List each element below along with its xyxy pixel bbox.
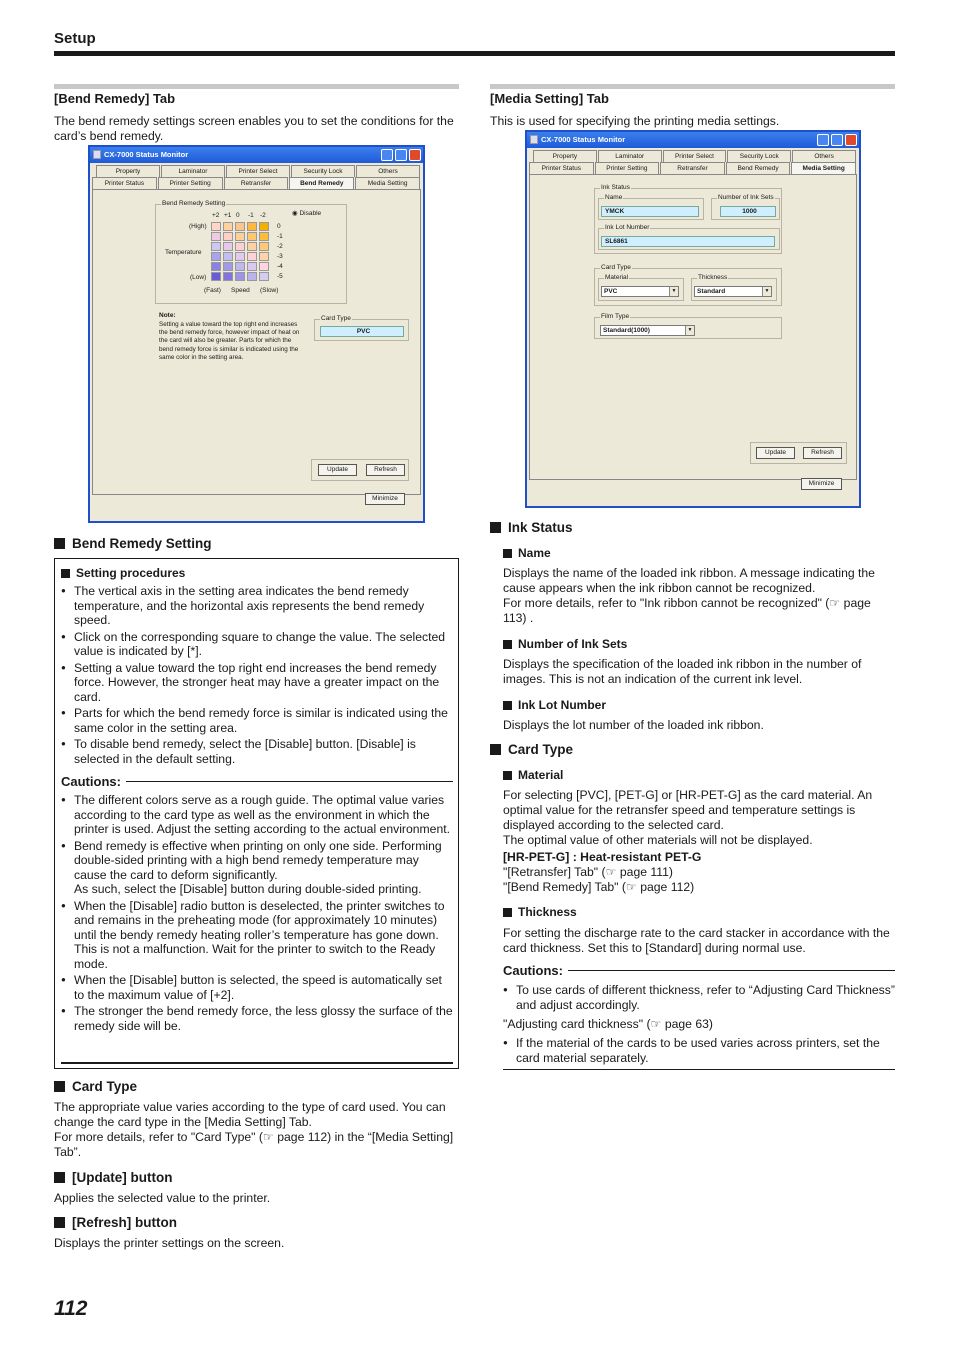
cautions-list bbox=[61, 793, 453, 1035]
material-heading bbox=[503, 768, 563, 782]
bend-remedy-window bbox=[88, 145, 425, 523]
bend-grid-cell[interactable] bbox=[259, 242, 269, 251]
heading-text: Ink Lot Number bbox=[518, 698, 607, 712]
card-type-text: The appropriate value varies according to the type of card used. You can change the card type in the [Media Setting] Tab. For more details, refer to "Card Type" (☞ page 112) in the “[Media Setting] Tab”. bbox=[54, 1100, 454, 1159]
cautions-rule bbox=[568, 970, 895, 971]
tabs-row-2 bbox=[527, 162, 859, 174]
card-type-label: Card Type bbox=[601, 264, 631, 271]
film-type-group bbox=[594, 313, 782, 339]
heading-text: Setting procedures bbox=[76, 566, 186, 580]
header-rule bbox=[54, 51, 895, 56]
window-titlebar bbox=[527, 132, 859, 148]
bend-grid-cell[interactable] bbox=[211, 262, 221, 271]
bend-grid-cell[interactable] bbox=[211, 232, 221, 241]
material-select[interactable] bbox=[601, 286, 679, 297]
tab-bend-remedy[interactable]: Bend Remedy bbox=[726, 162, 791, 174]
tab-security-lock[interactable]: Security Lock bbox=[291, 165, 355, 177]
cautions-heading bbox=[503, 963, 895, 978]
material-label: Material bbox=[605, 274, 629, 281]
bend-grid-cell[interactable] bbox=[247, 232, 257, 241]
update-heading bbox=[54, 1170, 172, 1185]
lot-text: Displays the lot number of the loaded ink ribbon. bbox=[503, 718, 764, 732]
square-bullet-icon bbox=[503, 701, 512, 710]
heading-text: Card Type bbox=[72, 1079, 138, 1094]
speed-value-label: -2 bbox=[260, 212, 266, 219]
low-label: (Low) bbox=[190, 274, 207, 281]
note-text: Setting a value toward the top right end increases the bend remedy force, however impact of heat on the card will also be greater. Parts for which the bend remedy force is similar is indicated using the same color in the setting area. bbox=[159, 321, 300, 361]
speed-value-label: 0 bbox=[236, 212, 240, 219]
heading-text: Name bbox=[518, 546, 551, 560]
square-bullet-icon bbox=[61, 569, 70, 578]
heading-text: Number of Ink Sets bbox=[518, 637, 628, 651]
app-icon bbox=[93, 150, 101, 159]
page-header: Setup bbox=[54, 30, 96, 47]
bend-grid-cell[interactable] bbox=[247, 242, 257, 251]
hr-pet-g-text: [HR-PET-G] : Heat-resistant PET-G bbox=[503, 850, 702, 864]
caution-item: ● To use cards of different thickness, refer to “Adjusting Card Thickness” and adjust accordingly. bbox=[503, 983, 895, 1012]
heading-text: [Refresh] button bbox=[72, 1215, 177, 1230]
update-button[interactable]: Update bbox=[318, 464, 357, 476]
cautions-end-rule bbox=[61, 1062, 453, 1064]
tabs-row-1 bbox=[90, 165, 423, 177]
list-item: ● Parts for which the bend remedy force is similar is indicated using the same color in the setting area. bbox=[61, 706, 453, 735]
thickness-label: Thickness bbox=[698, 274, 728, 281]
tab-panel bbox=[529, 174, 857, 480]
media-setting-intro: This is used for specifying the printing media settings. bbox=[490, 114, 780, 128]
temperature-value-label: 0 bbox=[277, 223, 281, 230]
list-item: ● The vertical axis in the setting area indicates the bend remedy temperature, and the horizontal axis represents the bend remedy speed. bbox=[61, 584, 453, 628]
bend-grid-cell[interactable] bbox=[235, 242, 245, 251]
retransfer-ref: "[Retransfer] Tab" (☞ page 111) bbox=[503, 865, 673, 879]
bend-grid-cell[interactable] bbox=[223, 262, 233, 271]
heading-text: Material bbox=[518, 768, 564, 782]
bend-grid-cell[interactable] bbox=[223, 252, 233, 261]
bend-grid-cell[interactable] bbox=[259, 272, 269, 281]
cautions-list-2 bbox=[503, 1036, 895, 1067]
minimize-button[interactable]: Minimize bbox=[801, 478, 842, 490]
temperature-value-label: -3 bbox=[277, 253, 283, 260]
square-bullet-icon bbox=[490, 522, 501, 533]
name-group bbox=[598, 194, 704, 220]
film-type-label: Film Type bbox=[601, 313, 630, 320]
bend-grid-cell[interactable] bbox=[259, 252, 269, 261]
page-number: 112 bbox=[54, 1297, 88, 1320]
temperature-value-label: -5 bbox=[277, 273, 283, 280]
material-value: PVC bbox=[604, 288, 618, 295]
procedures-box bbox=[54, 558, 459, 1069]
bend-grid-cell[interactable] bbox=[247, 272, 257, 281]
minimize-button[interactable]: Minimize bbox=[365, 493, 405, 505]
chevron-down-icon: ▼ bbox=[685, 326, 694, 335]
tab-retransfer[interactable]: Retransfer bbox=[224, 177, 289, 189]
speed-label: Speed bbox=[231, 287, 250, 294]
bend-grid-cell[interactable] bbox=[235, 272, 245, 281]
window-titlebar bbox=[90, 147, 423, 163]
speed-value-label: -1 bbox=[248, 212, 254, 219]
tab-media-setting[interactable]: Media Setting bbox=[791, 162, 856, 174]
bend-grid-cell[interactable] bbox=[223, 272, 233, 281]
tab-retransfer[interactable]: Retransfer bbox=[660, 162, 725, 174]
ink-status-label: Ink Status bbox=[601, 184, 630, 191]
speed-value-label: +1 bbox=[224, 212, 232, 219]
heading-text: Card Type bbox=[508, 742, 574, 757]
close-icon[interactable] bbox=[845, 134, 857, 146]
list-item: ● Setting a value toward the top right end increases the bend remedy force. However, the stronger heat may have a greater impact on the card. bbox=[61, 661, 453, 705]
cautions-end-rule bbox=[503, 1069, 895, 1070]
square-bullet-icon bbox=[503, 549, 512, 558]
update-button[interactable]: Update bbox=[756, 447, 795, 459]
name-text: Displays the name of the loaded ink ribbon. A message indicating the cause appears when the ink ribbon cannot be recognized. For more details, refer to "Ink ribbon cannot be recognized" (☞ page 113) . bbox=[503, 566, 875, 625]
tabs-row-1 bbox=[527, 150, 859, 162]
thickness-text: For setting the discharge rate to the card stacker in accordance with the card thickness. Set this to [Standard] during normal use. bbox=[503, 926, 890, 955]
thickness-select[interactable] bbox=[694, 286, 772, 297]
name-heading bbox=[503, 546, 551, 560]
tab-property[interactable]: Property bbox=[533, 150, 597, 162]
procedures-list bbox=[61, 584, 453, 768]
heading-text: Bend Remedy Setting bbox=[72, 536, 212, 551]
tab-laminator[interactable]: Laminator bbox=[161, 165, 225, 177]
thickness-group bbox=[691, 274, 777, 301]
refresh-text: Displays the printer settings on the screen. bbox=[54, 1236, 285, 1250]
bend-grid-cell[interactable] bbox=[259, 232, 269, 241]
tab-media-setting[interactable]: Media Setting bbox=[355, 177, 420, 189]
tab-security-lock[interactable]: Security Lock bbox=[727, 150, 791, 162]
square-bullet-icon bbox=[490, 744, 501, 755]
cautions-label: Cautions: bbox=[503, 963, 563, 978]
cautions-heading bbox=[61, 774, 453, 789]
list-item: ● The different colors serve as a rough guide. The optimal value varies according to the card type as well as the environment in which the printer is used. Adjust the setting according to the actual environment. bbox=[61, 793, 453, 837]
bend-grid-cell[interactable] bbox=[235, 252, 245, 261]
cautions-label: Cautions: bbox=[61, 774, 121, 789]
group-label: Bend Remedy Setting bbox=[162, 200, 226, 207]
note-title: Note: bbox=[159, 312, 176, 319]
square-bullet-icon bbox=[54, 1172, 65, 1183]
heading-text: Ink Status bbox=[508, 520, 573, 535]
bend-grid-cell[interactable] bbox=[247, 222, 257, 231]
app-icon bbox=[530, 135, 538, 144]
tab-others[interactable]: Others bbox=[792, 150, 856, 162]
card-type-label: Card Type bbox=[321, 315, 351, 322]
media-setting-window bbox=[525, 130, 861, 508]
tab-printer-select[interactable]: Printer Select bbox=[663, 150, 727, 162]
card-type-group bbox=[594, 264, 782, 306]
list-item: ● When the [Disable] radio button is deselected, the printer switches to and remains in the preheating mode (for approximately 10 minutes) until the bendy remedy heating roller’s temperature has gone down. This is not a malfunction. Wait for the printer to switch to the Ready mode. bbox=[61, 899, 453, 972]
refresh-heading bbox=[54, 1215, 177, 1230]
media-setting-tab-title: [Media Setting] Tab bbox=[490, 91, 609, 106]
list-item: ● Bend remedy is effective when printing on only one side. Performing double-sided printing with a high bend remedy temperature may cause the card to deform significantly. As such, select the [Disable] button during double-sided printing. bbox=[61, 839, 453, 897]
material-text: For selecting [PVC], [PET-G] or [HR-PET-G] as the card material. An optimal value for the retransfer speed and temperature settings is displayed according to the selected card. The optimal value of other materials will not be displayed. bbox=[503, 788, 873, 847]
heading-text: Thickness bbox=[518, 905, 577, 919]
bend-grid-cell[interactable] bbox=[235, 222, 245, 231]
lot-field: SL6861 bbox=[601, 236, 775, 247]
tab-printer-setting[interactable]: Printer Setting bbox=[158, 177, 223, 189]
caution-item: ● If the material of the cards to be used varies across printers, set the card material separately. bbox=[503, 1036, 895, 1065]
lot-group bbox=[598, 224, 780, 250]
square-bullet-icon bbox=[503, 771, 512, 780]
thickness-heading bbox=[503, 905, 577, 919]
square-bullet-icon bbox=[54, 1081, 65, 1092]
tab-printer-select[interactable]: Printer Select bbox=[226, 165, 290, 177]
bend-grid-cell[interactable] bbox=[211, 252, 221, 261]
list-item: ● Click on the corresponding square to change the value. The selected value is indicated by [*]. bbox=[61, 630, 453, 659]
temperature-value-label: -4 bbox=[277, 263, 283, 270]
bend-grid-cell[interactable] bbox=[247, 262, 257, 271]
minimize-icon[interactable] bbox=[381, 149, 393, 161]
bend-grid-cell[interactable] bbox=[223, 222, 233, 231]
list-item: ● When the [Disable] button is selected, the speed is automatically set to the maximum value of [+2]. bbox=[61, 973, 453, 1002]
bend-grid-cell[interactable] bbox=[235, 262, 245, 271]
film-type-select[interactable] bbox=[600, 325, 695, 336]
list-item: ● The stronger the bend remedy force, the less glossy the surface of the remedy side will be. bbox=[61, 1004, 453, 1033]
tabs-row-2 bbox=[90, 177, 423, 189]
tab-property[interactable]: Property bbox=[96, 165, 160, 177]
cautions-rule bbox=[126, 781, 453, 782]
ink-sets-label: Number of Ink Sets bbox=[718, 194, 774, 201]
bend-grid-cell[interactable] bbox=[235, 232, 245, 241]
close-icon[interactable] bbox=[409, 149, 421, 161]
bend-remedy-tab-title: [Bend Remedy] Tab bbox=[54, 91, 176, 106]
heading-text: [Update] button bbox=[72, 1170, 173, 1185]
tab-laminator[interactable]: Laminator bbox=[598, 150, 662, 162]
temperature-value-label: -2 bbox=[277, 243, 283, 250]
maximize-icon[interactable] bbox=[395, 149, 407, 161]
card-type-group bbox=[314, 315, 409, 341]
slow-label: (Slow) bbox=[260, 287, 279, 294]
name-field: YMCK bbox=[601, 206, 699, 217]
ink-sets-group bbox=[711, 194, 780, 220]
chevron-down-icon: ▼ bbox=[762, 287, 771, 296]
section-rule bbox=[490, 84, 895, 89]
material-group bbox=[598, 274, 684, 301]
adjusting-thickness-ref: "Adjusting card thickness" (☞ page 63) bbox=[503, 1017, 713, 1031]
tab-panel bbox=[92, 189, 421, 495]
bend-grid-cell[interactable] bbox=[259, 222, 269, 231]
tab-printer-status[interactable]: Printer Status bbox=[92, 177, 157, 189]
bend-remedy-setting-heading bbox=[54, 536, 212, 551]
bend-remedy-intro: The bend remedy settings screen enables you to set the conditions for the card’s bend remedy. bbox=[54, 114, 454, 143]
section-rule bbox=[54, 84, 459, 89]
card-type-field: PVC bbox=[320, 326, 404, 337]
tab-bend-remedy[interactable]: Bend Remedy bbox=[289, 177, 354, 189]
lot-label: Ink Lot Number bbox=[605, 224, 650, 231]
name-label: Name bbox=[605, 194, 623, 201]
maximize-icon[interactable] bbox=[831, 134, 843, 146]
bend-remedy-ref: "[Bend Remedy] Tab" (☞ page 112) bbox=[503, 880, 695, 894]
card-type-heading bbox=[490, 742, 573, 757]
fast-label: (Fast) bbox=[204, 287, 221, 294]
temperature-label: Temperature bbox=[165, 249, 202, 256]
list-item: ● To disable bend remedy, select the [Disable] button. [Disable] is selected in the default setting. bbox=[61, 737, 453, 766]
square-bullet-icon bbox=[54, 538, 65, 549]
speed-value-label: +2 bbox=[212, 212, 220, 219]
square-bullet-icon bbox=[503, 908, 512, 917]
card-type-heading bbox=[54, 1079, 137, 1094]
ink-sets-heading bbox=[503, 637, 627, 651]
high-label: (High) bbox=[189, 223, 207, 230]
bend-remedy-group bbox=[155, 200, 347, 304]
tab-others[interactable]: Others bbox=[356, 165, 420, 177]
update-text: Applies the selected value to the printer. bbox=[54, 1191, 271, 1205]
refresh-button[interactable]: Refresh bbox=[366, 464, 405, 476]
ink-sets-field: 1000 bbox=[720, 206, 776, 217]
ink-status-group bbox=[594, 184, 782, 254]
bend-grid-cell[interactable] bbox=[247, 252, 257, 261]
minimize-icon[interactable] bbox=[817, 134, 829, 146]
procedures-heading bbox=[61, 566, 185, 580]
refresh-button[interactable]: Refresh bbox=[803, 447, 842, 459]
film-type-value: Standard(1000) bbox=[603, 327, 650, 334]
bend-grid-cell[interactable] bbox=[223, 232, 233, 241]
square-bullet-icon bbox=[503, 640, 512, 649]
thickness-value: Standard bbox=[697, 288, 726, 295]
chevron-down-icon: ▼ bbox=[669, 287, 678, 296]
cautions-list bbox=[503, 983, 895, 1014]
temperature-value-label: -1 bbox=[277, 233, 283, 240]
ink-sets-text: Displays the specification of the loaded ink ribbon in the number of images. This is not an indication of the current ink level. bbox=[503, 657, 862, 686]
window-title: CX-7000 Status Monitor bbox=[541, 135, 626, 144]
tab-printer-setting[interactable]: Printer Setting bbox=[595, 162, 660, 174]
disable-radio[interactable]: ◉ Disable bbox=[292, 210, 322, 217]
square-bullet-icon bbox=[54, 1217, 65, 1228]
bend-grid-cell[interactable] bbox=[211, 272, 221, 281]
bend-grid-cell[interactable] bbox=[259, 262, 269, 271]
lot-heading bbox=[503, 698, 606, 712]
bend-grid-cell[interactable] bbox=[211, 222, 221, 231]
bend-grid-cell[interactable] bbox=[211, 242, 221, 251]
window-title: CX-7000 Status Monitor bbox=[104, 150, 189, 159]
tab-printer-status[interactable]: Printer Status bbox=[529, 162, 594, 174]
disable-label: Disable bbox=[299, 210, 322, 217]
bend-grid-cell[interactable] bbox=[223, 242, 233, 251]
ink-status-heading bbox=[490, 520, 573, 535]
